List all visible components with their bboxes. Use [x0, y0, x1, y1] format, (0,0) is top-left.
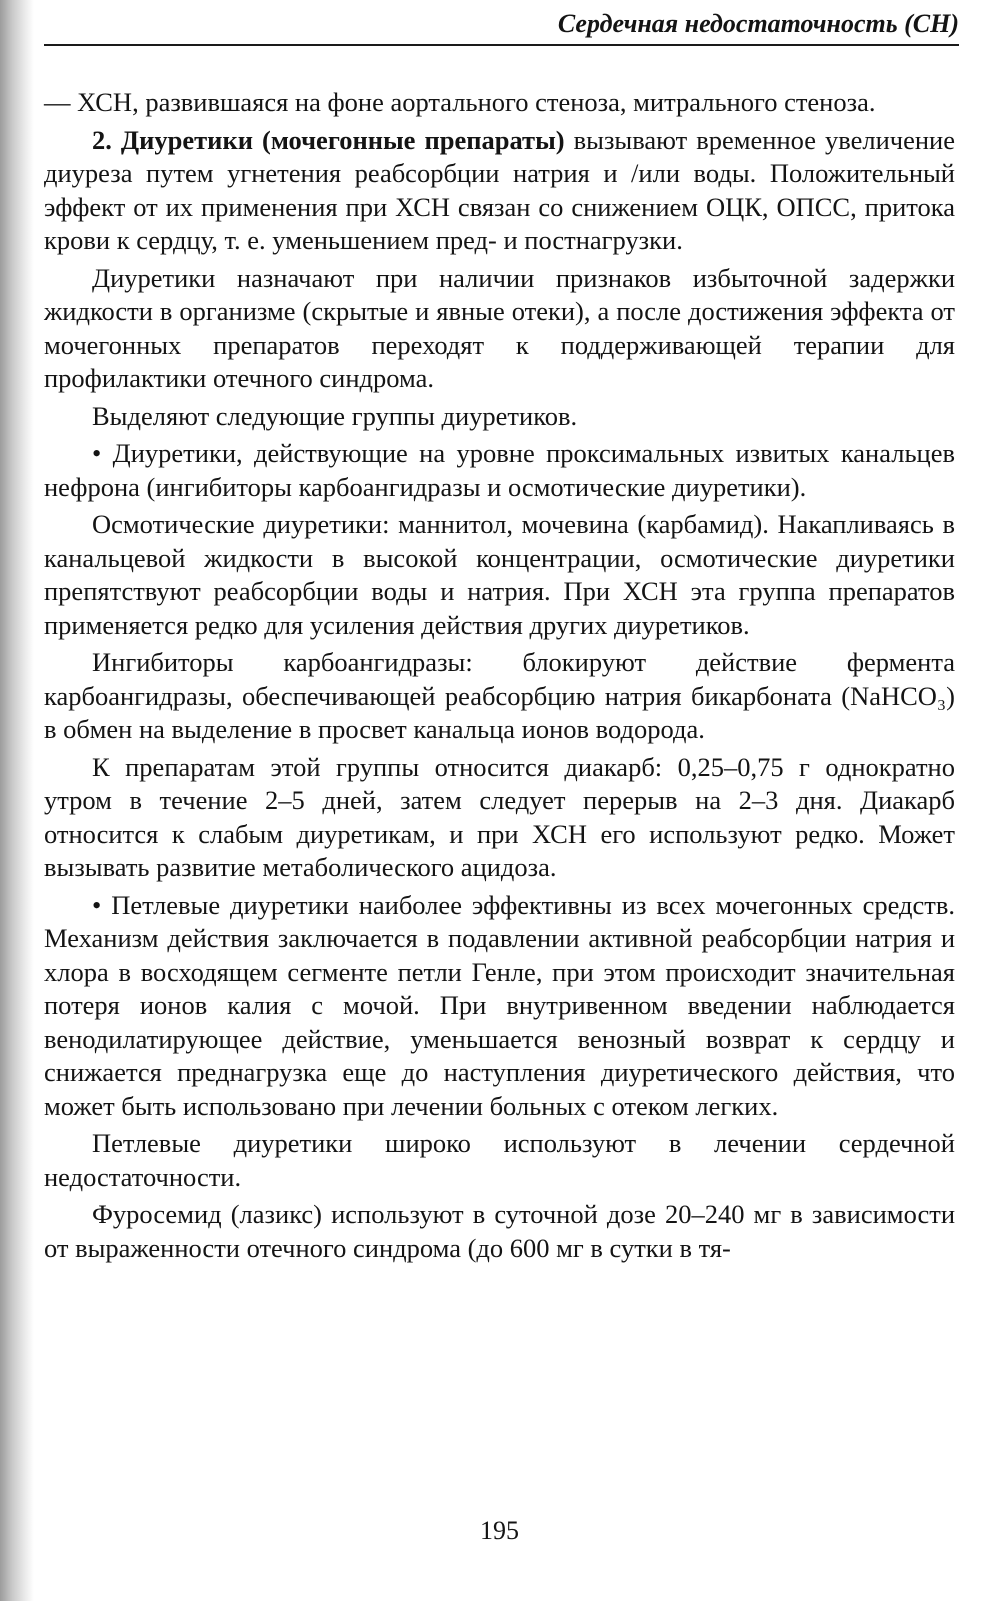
body-text: [44, 86, 955, 1269]
paragraph-text: • Петлевые диуретики наиболее эффективны из всех мочегонных средств. Механизм действия заключается в подавлении активной реабсорбции натрия и хлора в восходящем сегменте петли Генле, при этом происходит значительная потеря ионов калия с мочой. При внутривенном введении наблюдается венодилатирующее действие, уменьшается венозный возврат к сердцу и снижается преднагрузка еще до наступления диуретического действия, что может быть использовано при лечении больных с отеком легких.: [44, 889, 955, 1121]
paragraph: [44, 508, 955, 642]
paragraph: [44, 646, 955, 747]
paragraph-text: • Диуретики, действующие на уровне проксимальных извитых канальцев нефрона (ингибиторы карбоангидразы и осмотические диуретики).: [44, 438, 955, 502]
paragraph-text: Диуретики назначают при наличии признаков избыточной задержки жидкости в организме (скрытые и явные отеки), а после достижения эффекта от мочегонных препаратов переходят к поддерживающей терапии для профилактики отечного синдрома.: [44, 262, 955, 393]
paragraph: [44, 262, 955, 396]
paragraph: [44, 1198, 955, 1265]
paragraph: [44, 400, 955, 434]
paragraph: [44, 437, 955, 504]
paragraph-text: Фуросемид (лазикс) используют в суточной дозе 20–240 мг в зависимости от выраженности отечного синдрома (до 600 мг в сутки в тя-: [44, 1199, 955, 1263]
paragraph: [44, 124, 955, 258]
paragraph-text: вызывают временное увеличение диуреза путем угнетения реабсорбции натрия и /или воды. Положительный эффект от их применения при ХСН связан со снижением ОЦК, ОПСС, притока крови к сердцу, т. е. уменьшением пред- и постнагрузки.: [44, 124, 955, 255]
paragraph: [44, 889, 955, 1124]
paragraph-text: Выделяют следующие группы диуретиков.: [92, 400, 578, 431]
paragraph-text: Ингибиторы карбоангидразы: блокируют действие фермента карбоангидразы, обеспечивающей реабсорбцию натрия бикарбоната (NaHCO₃) в обмен на выделение в просвет канальца ионов водорода.: [44, 647, 955, 744]
paragraph-text: — ХСН, развившаяся на фоне аортального стеноза, митрального стеноза.: [44, 87, 876, 117]
paragraph: [44, 1127, 955, 1194]
section-heading: 2. Диуретики (мочегонные препараты): [92, 124, 565, 155]
page-edge-shadow: [0, 0, 34, 1601]
paragraph-text: Осмотические диуретики: маннитол, мочевина (карбамид). Накапливаясь в канальцевой жидкости в высокой концентрации, осмотические диуретики препятствуют реабсорбции воды и натрия. При ХСН эта группа препаратов применяется редко для усиления действия других диуретиков.: [44, 509, 955, 640]
paragraph: [44, 751, 955, 885]
paragraph: [44, 86, 955, 120]
paragraph-text: К препаратам этой группы относится диакарб: 0,25–0,75 г однократно утром в течение 2–5 дней, затем следует перерыв на 2–3 дня. Диакарб относится к слабым диуретикам, и при ХСН его используют редко. Может вызывать развитие метаболического ацидоза.: [44, 751, 955, 882]
paragraph-text: Петлевые диуретики широко используют в лечении сердечной недостаточности.: [44, 1128, 955, 1192]
running-header: [44, 4, 959, 46]
page-number: 195: [480, 1516, 519, 1545]
running-title: Сердечная недостаточность (СН): [557, 9, 959, 38]
